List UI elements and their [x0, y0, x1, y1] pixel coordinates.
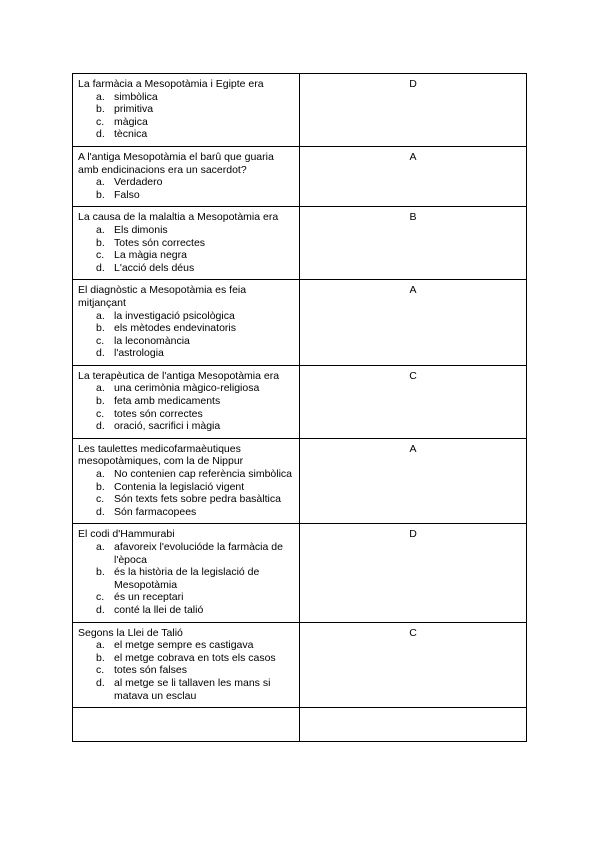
option-text: oració, sacrifici i màgia [114, 420, 221, 433]
option-item [78, 639, 294, 652]
option-letter: b. [96, 188, 105, 201]
question-row [73, 74, 527, 147]
quiz-body [73, 74, 527, 742]
question-text: La causa de la malaltia a Mesopotàmia era [78, 211, 279, 224]
option-item [78, 481, 294, 494]
option-item [78, 677, 294, 702]
option-letter: c. [96, 664, 105, 677]
question-cell [73, 146, 300, 206]
option-letter: d. [96, 347, 105, 360]
answer-cell: D [300, 524, 527, 622]
option-text: el metge cobrava en tots els casos [114, 651, 276, 664]
option-item [78, 604, 294, 617]
option-letter: b. [96, 480, 105, 493]
option-list [78, 382, 294, 432]
option-letter: a. [96, 541, 105, 553]
option-text: Falso [114, 188, 140, 201]
option-list [78, 639, 294, 702]
option-list [78, 224, 294, 274]
question-cell [73, 365, 300, 438]
option-text: conté la llei de talió [114, 603, 204, 616]
option-item [78, 335, 294, 348]
option-item [78, 347, 294, 360]
option-item [78, 652, 294, 665]
option-list [78, 468, 294, 518]
answer-cell: B [300, 207, 527, 280]
answer-cell: C [300, 622, 527, 708]
option-text: Totes són correctes [114, 236, 206, 249]
question-cell [73, 622, 300, 708]
option-text: primitiva [114, 103, 154, 116]
answer-cell: C [300, 365, 527, 438]
option-text: el metge sempre es castigava [114, 639, 254, 652]
question-text: Segons la Llei de Talió [78, 626, 183, 639]
option-item [78, 128, 294, 141]
empty-cell [73, 708, 300, 742]
option-text: l'astrologia [114, 347, 164, 360]
option-item [78, 493, 294, 506]
option-text: la investigació psicològica [114, 309, 235, 322]
option-item [78, 237, 294, 250]
option-text: feta amb medicaments [114, 395, 221, 408]
question-row [73, 622, 527, 708]
option-text: una cerimònia màgico-religiosa [114, 382, 260, 395]
option-letter: c. [96, 115, 105, 128]
option-letter: b. [96, 322, 105, 335]
option-letter: a. [96, 309, 105, 322]
question-cell [73, 207, 300, 280]
option-text: Són farmacopees [114, 505, 197, 518]
option-text: Els dimonis [114, 223, 168, 236]
option-item [78, 103, 294, 116]
option-text: la leconomància [114, 334, 190, 347]
question-text: La farmàcia a Mesopotàmia i Egipte era [78, 78, 264, 90]
option-letter: d. [96, 261, 105, 274]
option-text: els mètodes endevinatoris [114, 322, 236, 335]
option-item [78, 541, 294, 566]
option-letter: d. [96, 505, 105, 518]
quiz-table [72, 73, 527, 742]
option-item [78, 116, 294, 129]
option-text: Són texts fets sobre pedra basàltica [114, 493, 281, 506]
option-text: tècnica [114, 128, 148, 141]
question-cell [73, 280, 300, 366]
option-letter: a. [96, 90, 105, 103]
option-text: totes són correctes [114, 407, 203, 420]
option-item [78, 382, 294, 395]
empty-cell [300, 708, 527, 742]
question-text: Les taulettes medicofarmaèutiques mesopotàmiques, com la de Nippur [78, 442, 244, 468]
option-item [78, 506, 294, 519]
option-item [78, 468, 294, 481]
answer-cell: D [300, 74, 527, 147]
option-letter: d. [96, 420, 105, 433]
question-text: La terapèutica de l'antiga Mesopotàmia era [78, 369, 280, 382]
question-row [73, 207, 527, 280]
option-letter: a. [96, 223, 105, 236]
option-letter: b. [96, 566, 105, 579]
option-text: No contenien cap referència simbòlica [114, 468, 293, 481]
question-cell [73, 74, 300, 147]
option-letter: b. [96, 395, 105, 408]
option-text: màgica [114, 115, 148, 128]
option-letter: a. [96, 382, 105, 395]
option-letter: c. [96, 334, 105, 347]
option-letter: a. [96, 176, 105, 189]
option-letter: c. [96, 493, 105, 506]
option-item [78, 249, 294, 262]
option-letter: d. [96, 603, 105, 616]
question-cell [73, 438, 300, 524]
option-text: totes són falses [114, 664, 187, 677]
option-item [78, 322, 294, 335]
question-text: El codi d'Hammurabi [78, 528, 175, 541]
option-letter: a. [96, 468, 105, 481]
option-text: Verdadero [114, 176, 163, 189]
option-item [78, 664, 294, 677]
option-text: simbòlica [114, 90, 158, 103]
question-text: A l'antiga Mesopotàmia el barû que guaria amb endicinacions era un sacerdot? [78, 150, 274, 176]
question-row [73, 280, 527, 366]
option-letter: b. [96, 236, 105, 249]
option-list [78, 176, 294, 201]
option-item [78, 566, 294, 591]
option-item [78, 420, 294, 433]
option-text: al metge se li tallaven les mans si matava un esclau [114, 676, 271, 702]
option-letter: d. [96, 128, 105, 141]
option-item [78, 91, 294, 104]
option-item [78, 591, 294, 604]
option-item [78, 310, 294, 323]
option-list [78, 91, 294, 141]
option-text: Contenia la legislació vigent [114, 480, 245, 493]
question-row [73, 524, 527, 622]
answer-cell: A [300, 438, 527, 524]
option-text: afavoreix l'evolucióde la farmàcia de l'època [114, 541, 283, 566]
option-list [78, 541, 294, 617]
option-item [78, 395, 294, 408]
question-row [73, 146, 527, 206]
answer-cell: A [300, 146, 527, 206]
option-item [78, 176, 294, 189]
option-item [78, 262, 294, 275]
question-cell [73, 524, 300, 622]
option-letter: c. [96, 249, 105, 262]
option-letter: b. [96, 651, 105, 664]
empty-row [73, 708, 527, 742]
option-text: L'acció dels déus [114, 261, 195, 274]
answer-cell: A [300, 280, 527, 366]
option-text: és la història de la legislació de Mesopotàmia [114, 566, 260, 591]
option-item [78, 224, 294, 237]
option-text: és un receptari [114, 591, 184, 604]
question-row [73, 438, 527, 524]
question-row [73, 365, 527, 438]
option-text: La màgia negra [114, 249, 187, 262]
option-list [78, 310, 294, 360]
option-letter: b. [96, 103, 105, 116]
option-letter: c. [96, 591, 105, 604]
option-letter: d. [96, 676, 105, 689]
option-letter: c. [96, 407, 105, 420]
option-letter: a. [96, 639, 105, 652]
option-item [78, 189, 294, 202]
option-item [78, 408, 294, 421]
question-text: El diagnòstic a Mesopotàmia es feia mitjançant [78, 284, 247, 309]
